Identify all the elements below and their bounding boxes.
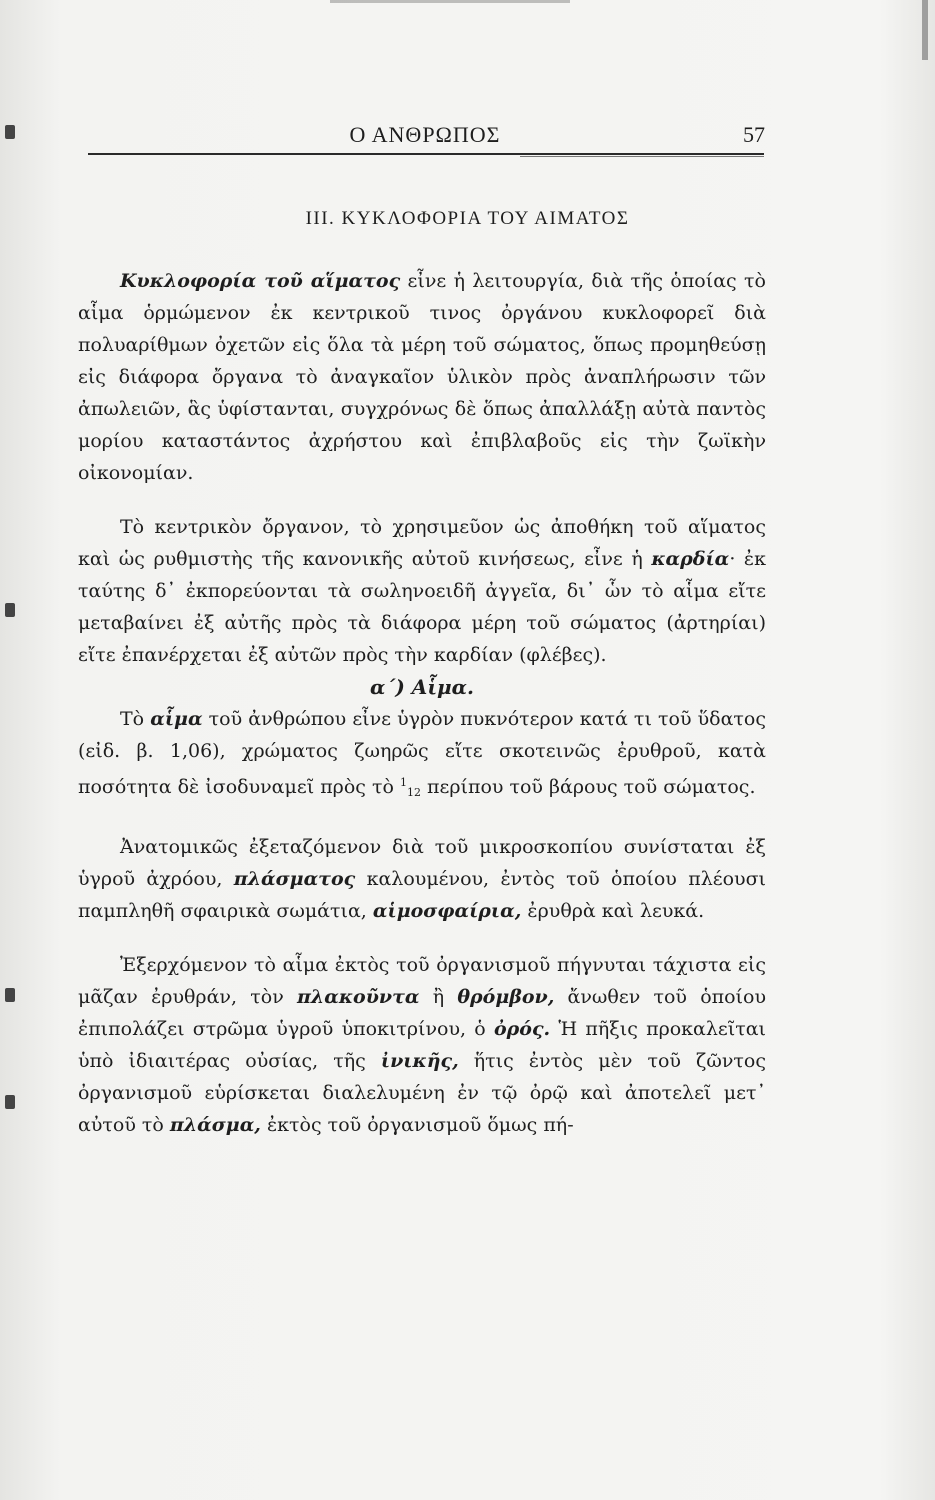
text-run: Τὸ: [120, 708, 151, 730]
key-term: πλάσμα,: [169, 1114, 261, 1136]
text-run: εἶνε ἡ λειτουργία, διὰ τῆς ὁποίας τὸ αἷμα ὁρμώμενον ἐκ κεντρικοῦ τινος ὀργάνου κυκλοφορεῖ διὰ πολυαρίθμων ὀχετῶν εἰς ὅλα τὰ μέρη τοῦ σώματος, ὅπως προμηθεύσῃ εἰς διάφορα ὄργανα τὸ ἀναγκαῖον ὑλικὸν πρὸς ἀναπλήρωσιν τῶν ἀπωλειῶν, ἃς ὑφίστανται, συγχρόνως δὲ ὅπως ἀπαλλάξῃ αὐτὰ παντὸς μορίου καταστάντος ἀχρήστου καὶ ἐπιβλαβοῦς εἰς τὴν ζωϊκὴν οἰκονομίαν.: [78, 270, 766, 484]
margin-mark: [5, 988, 15, 1002]
text-run: ἄνωθεν τοῦ ὁποίου ἐπιπολάζει στρῶμα ὑγροῦ ὑποκιτρίνου, ὁ: [78, 986, 766, 1040]
paragraph: [78, 703, 766, 809]
text-run: ἢ: [419, 986, 458, 1008]
text-run: ἐκτὸς τοῦ ὀργανισμοῦ ὅμως πή-: [260, 1114, 574, 1136]
margin-mark: [5, 603, 15, 617]
margin-mark: [5, 125, 15, 139]
text-run: καλουμένου, ἐντὸς τοῦ ὁποίου πλέουσι παμπληθῆ σφαιρικὰ σωμάτια,: [78, 868, 766, 922]
header-rule: [88, 153, 764, 155]
paragraph: [78, 265, 766, 489]
text-run: Ἀνατομικῶς ἐξεταζόμενον διὰ τοῦ μικροσκοπίου συνίσταται ἐξ ὑγροῦ ἀχρόου,: [78, 836, 766, 890]
text-run: περίπου τοῦ βάρους τοῦ σώματος.: [420, 776, 756, 798]
page-number: 57: [743, 122, 765, 147]
section-title: III. ΚΥΚΛΟΦΟΡΙΑ ΤΟΥ ΑΙΜΑΤΟΣ: [305, 208, 630, 229]
body-text: [78, 265, 766, 1141]
key-term: θρόμβον,: [457, 986, 555, 1008]
paragraph: [78, 949, 766, 1141]
text-run: τοῦ ἀνθρώπου εἶνε ὑγρὸν πυκνότερον κατά τι τοῦ ὕδατος (εἰδ. β. 1,06), χρώματος ζωηρῶς εἴτε σκοτεινῶς ἐρυθροῦ, κατὰ ποσότητα δὲ ἰσοδυναμεῖ πρὸς τὸ: [78, 708, 766, 798]
header-rule-secondary: [520, 156, 764, 157]
key-term: αἷμα: [150, 708, 203, 730]
key-term: πλακοῦντα: [296, 986, 420, 1008]
key-term: πλάσματος: [233, 868, 356, 890]
right-edge-mark: [922, 0, 928, 60]
top-edge-mark: [330, 0, 570, 3]
fraction-denominator: 12: [406, 786, 421, 799]
running-head: Ο ΑΝΘΡΩΠΟΣ: [349, 122, 501, 147]
text-run: Ἐξερχόμενον τὸ αἷμα ἐκτὸς τοῦ ὀργανισμοῦ πήγνυται τάχιστα εἰς μᾶζαν ἐρυθράν, τὸν: [78, 954, 766, 1008]
lead-term: Κυκλοφορία τοῦ αἵματος: [120, 270, 401, 292]
paragraph: [78, 511, 766, 671]
margin-mark: [5, 1095, 15, 1109]
key-term: ὀρός.: [493, 1018, 551, 1040]
text-run: Τὸ κεντρικὸν ὄργανον, τὸ χρησιμεῦον ὡς ἀποθήκη τοῦ αἵματος καὶ ὡς ρυθμιστὴς τῆς κανονικῆς αὐτοῦ κινήσεως, εἶνε ἡ: [78, 516, 766, 570]
text-run: ἥτις ἐντὸς μὲν τοῦ ζῶντος ὀργανισμοῦ εὑρίσκεται διαλελυμένη ἐν τῷ ὀρῷ καὶ ἀποτελεῖ μετ᾽ αὐτοῦ τὸ: [78, 1050, 766, 1136]
paragraph: [78, 831, 766, 927]
key-term: ἰνικῆς,: [380, 1050, 459, 1072]
subsection-heading: α΄) Αἷμα.: [369, 675, 474, 699]
text-run: ἐρυθρὰ καὶ λευκά.: [521, 900, 705, 922]
page-header: [85, 122, 765, 156]
key-term: καρδία: [651, 548, 730, 570]
fraction-numerator: 1: [399, 776, 407, 789]
key-term: αἱμοσφαίρια,: [372, 900, 522, 922]
text-run: · ἐκ ταύτης δ᾽ ἐκπορεύονται τὰ σωληνοειδῆ ἀγγεῖα, δι᾽ ὧν τὸ αἷμα εἴτε μεταβαίνει ἐξ αὐτῆς πρὸς τὰ διάφορα μέρη τοῦ σώματος (ἀρτηρίαι) εἴτε ἐπανέρχεται ἐξ αὐτῶν πρὸς τὴν καρδίαν (φλέβες).: [78, 548, 767, 666]
text-run: Ἡ πῆξις προκαλεῖται ὑπὸ ἰδιαιτέρας οὐσίας, τῆς: [78, 1018, 767, 1072]
